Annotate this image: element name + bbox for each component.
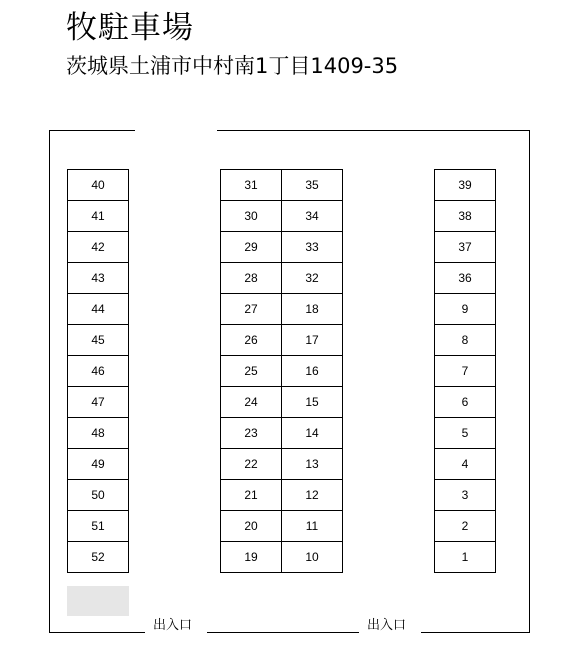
parking-space: 8	[435, 325, 496, 356]
parking-space: 26	[221, 325, 282, 356]
table-row	[435, 542, 496, 573]
parking-space: 49	[68, 449, 129, 480]
parking-space: 7	[435, 356, 496, 387]
parking-space: 34	[282, 201, 343, 232]
table-row	[435, 294, 496, 325]
parking-space: 1	[435, 542, 496, 573]
table-row	[435, 356, 496, 387]
table-row	[68, 387, 129, 418]
table-row	[435, 418, 496, 449]
parking-space: 3	[435, 480, 496, 511]
parking-space: 33	[282, 232, 343, 263]
parking-space: 24	[221, 387, 282, 418]
parking-space: 37	[435, 232, 496, 263]
table-row	[221, 201, 343, 232]
parking-space: 51	[68, 511, 129, 542]
table-row	[221, 480, 343, 511]
table-row	[68, 449, 129, 480]
parking-column-right	[434, 169, 496, 573]
table-row	[221, 170, 343, 201]
table-row	[68, 170, 129, 201]
parking-space: 9	[435, 294, 496, 325]
parking-space: 10	[282, 542, 343, 573]
table-row	[435, 263, 496, 294]
table-row	[221, 232, 343, 263]
table-row	[221, 449, 343, 480]
wall-bottom-right	[421, 632, 530, 633]
entrance-label: 出入口	[153, 618, 193, 633]
parking-space: 6	[435, 387, 496, 418]
parking-space: 36	[435, 263, 496, 294]
table-row	[68, 418, 129, 449]
parking-space: 28	[221, 263, 282, 294]
parking-column-center	[220, 169, 343, 573]
page-title: 牧駐車場	[66, 10, 194, 46]
parking-space: 31	[221, 170, 282, 201]
entrance-label: 出入口	[367, 618, 407, 633]
table-row	[68, 511, 129, 542]
table-row	[221, 511, 343, 542]
table-row	[221, 418, 343, 449]
table-row	[68, 263, 129, 294]
parking-space: 42	[68, 232, 129, 263]
parking-space: 23	[221, 418, 282, 449]
wall-left	[49, 130, 50, 633]
parking-space: 46	[68, 356, 129, 387]
parking-space: 38	[435, 201, 496, 232]
parking-space: 16	[282, 356, 343, 387]
table-row	[68, 325, 129, 356]
table-row	[221, 294, 343, 325]
table-row	[221, 356, 343, 387]
parking-space: 50	[68, 480, 129, 511]
parking-column-left	[67, 169, 129, 573]
wall-right	[529, 130, 530, 633]
parking-space: 18	[282, 294, 343, 325]
parking-space: 22	[221, 449, 282, 480]
table-row	[221, 325, 343, 356]
parking-space: 40	[68, 170, 129, 201]
empty-space	[67, 586, 129, 616]
table-row	[221, 542, 343, 573]
parking-space: 39	[435, 170, 496, 201]
parking-space: 11	[282, 511, 343, 542]
parking-space: 20	[221, 511, 282, 542]
wall-top-right	[217, 130, 530, 131]
parking-space: 12	[282, 480, 343, 511]
table-row	[221, 387, 343, 418]
table-row	[435, 170, 496, 201]
parking-space: 44	[68, 294, 129, 325]
table-row	[221, 263, 343, 294]
parking-space: 41	[68, 201, 129, 232]
table-row	[68, 232, 129, 263]
table-row	[435, 511, 496, 542]
parking-space: 47	[68, 387, 129, 418]
table-row	[435, 480, 496, 511]
address-text: 茨城県土浦市中村南1丁目1409-35	[66, 54, 399, 78]
table-row	[68, 356, 129, 387]
parking-space: 2	[435, 511, 496, 542]
wall-bottom-middle	[207, 632, 359, 633]
parking-space: 13	[282, 449, 343, 480]
parking-space: 19	[221, 542, 282, 573]
parking-space: 52	[68, 542, 129, 573]
table-row	[435, 449, 496, 480]
parking-space: 25	[221, 356, 282, 387]
parking-space: 21	[221, 480, 282, 511]
parking-space: 27	[221, 294, 282, 325]
table-row	[68, 542, 129, 573]
parking-space: 5	[435, 418, 496, 449]
table-row	[435, 325, 496, 356]
table-row	[68, 480, 129, 511]
wall-bottom-left	[49, 632, 145, 633]
table-row	[435, 201, 496, 232]
parking-space: 14	[282, 418, 343, 449]
parking-space: 32	[282, 263, 343, 294]
parking-space: 15	[282, 387, 343, 418]
table-row	[68, 201, 129, 232]
wall-top-left	[49, 130, 135, 131]
parking-space: 43	[68, 263, 129, 294]
parking-space: 17	[282, 325, 343, 356]
parking-space: 29	[221, 232, 282, 263]
table-row	[435, 232, 496, 263]
parking-space: 30	[221, 201, 282, 232]
parking-space: 45	[68, 325, 129, 356]
table-row	[435, 387, 496, 418]
parking-space: 4	[435, 449, 496, 480]
table-row	[68, 294, 129, 325]
parking-space: 35	[282, 170, 343, 201]
parking-space: 48	[68, 418, 129, 449]
